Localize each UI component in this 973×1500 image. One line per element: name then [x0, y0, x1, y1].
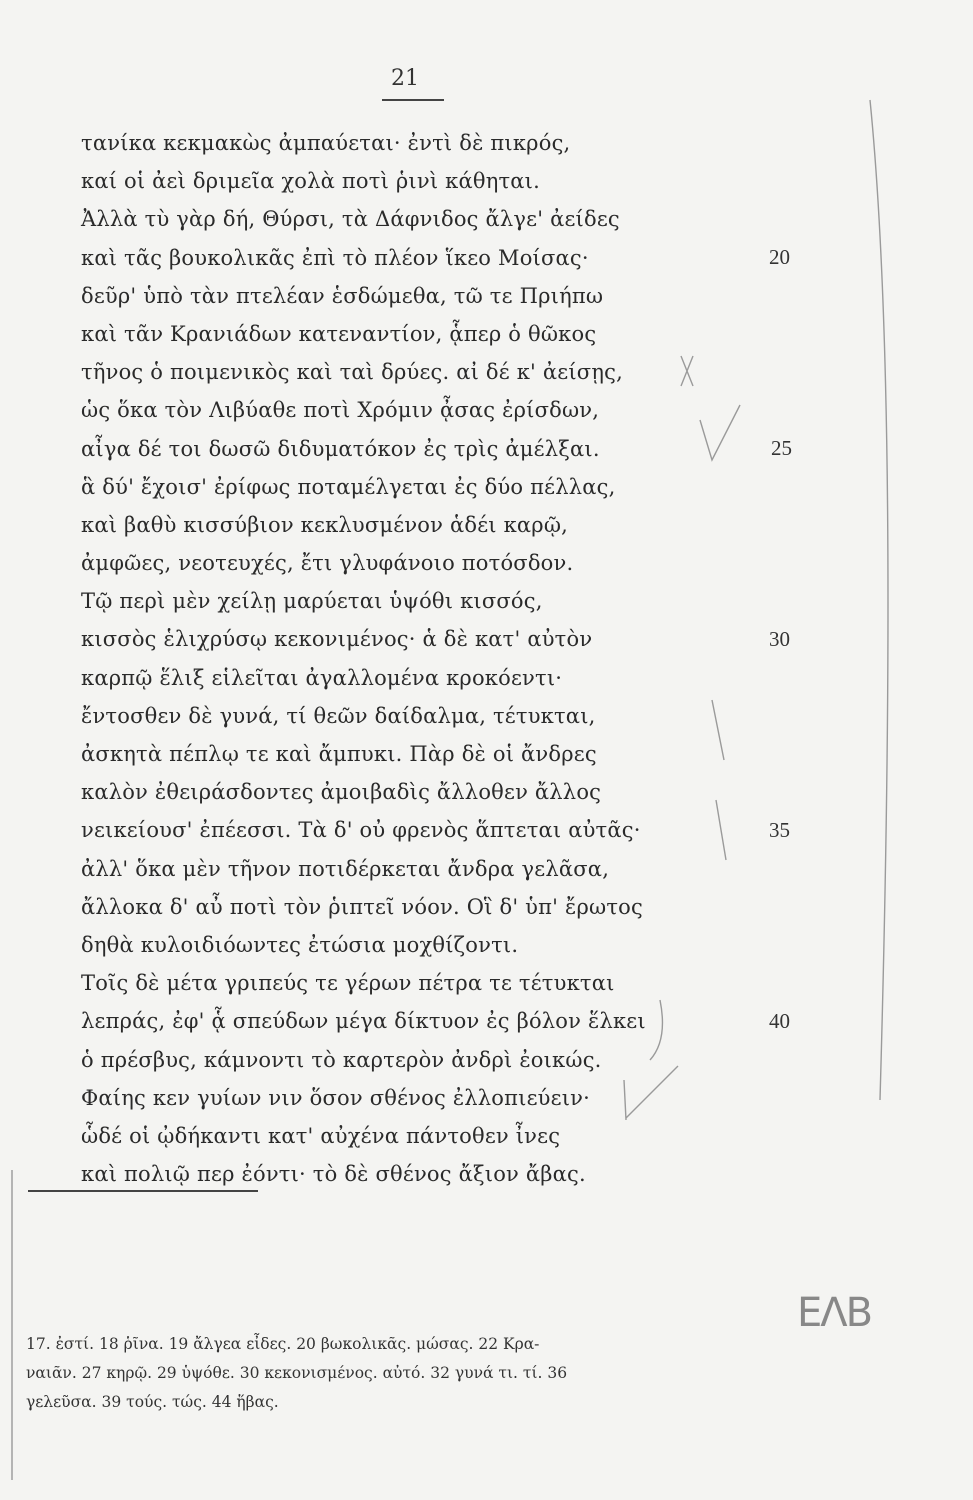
- line-number: 30: [769, 626, 790, 651]
- verse-line: καὶ τᾶν Κρανιάδων κατεναντίον, ᾇπερ ὁ θῶκος: [81, 321, 597, 346]
- verse-line: καί οἱ ἀεὶ δριμεῖα χολὰ ποτὶ ῥινὶ κάθηται.: [81, 169, 540, 194]
- library-stamp: ΕΛΒ: [797, 1290, 872, 1336]
- line-number: 40: [769, 1008, 790, 1033]
- verse-line: ὡς ὅκα τὸν Λιβύαθε ποτὶ Χρόμιν ᾆσας ἐρίσδων,: [81, 398, 600, 423]
- line-number: 20: [769, 244, 790, 269]
- verse-line: Τοῖς δὲ μέτα γριπεύς τε γέρων πέτρα τε τέτυκται: [81, 971, 615, 996]
- verse-line: Τῷ περὶ μὲν χείλῃ μαρύεται ὑψόθι κισσός,: [81, 589, 543, 614]
- verse-line: καρπῷ ἕλιξ εἱλεῖται ἀγαλλομένα κροκόεντι·: [81, 665, 563, 690]
- verse-line: λεπράς, ἐφ' ᾇ σπεύδων μέγα δίκτυον ἐς βόλον ἕλκει: [81, 1009, 646, 1034]
- verse-line: ἄλλοκα δ' αὖ ποτὶ τὸν ῥιπτεῖ νόον. Οἳ δ' ὑπ' ἔρωτος: [81, 894, 643, 919]
- footnote-line: ναιᾶν. 27 κηρῷ. 29 ὑψόθε. 30 κεκονισμένος. αὐτό. 32 γυνά τι. τί. 36: [26, 1364, 568, 1382]
- verse-line: ὁ πρέσβυς, κάμνοντι τὸ καρτερὸν ἀνδρὶ ἐοικώς.: [81, 1047, 602, 1072]
- page-number-rule: [382, 99, 444, 101]
- verse-line: καὶ βαθὺ κισσύβιον κεκλυσμένον ἁδέι καρῷ,: [81, 512, 569, 537]
- verse-line: Ἀλλὰ τὺ γὰρ δή, Θύρσι, τὰ Δάφνιδος ἄλγε' ἀείδες: [81, 207, 620, 232]
- verse-line: ἀλλ' ὅκα μὲν τῆνον ποτιδέρκεται ἄνδρα γελᾶσα,: [81, 856, 610, 881]
- verse-line: ἀμφῶες, νεοτευχές, ἔτι γλυφάνοιο ποτόσδον.: [81, 551, 574, 576]
- verse-block: [81, 124, 721, 1193]
- footnotes: [26, 1330, 796, 1417]
- pencil-margin-arc: [870, 100, 888, 1100]
- verse-line: ἃ δύ' ἔχοισ' ἐρίφως ποταμέλγεται ἐς δύο πέλλας,: [81, 474, 616, 499]
- footnote-line: 17. ἐστί. 18 ῥῖνα. 19 ἄλγεα εἶδες. 20 βωκολικᾶς. μώσας. 22 Κρα-: [26, 1335, 540, 1353]
- page-number: 21: [391, 66, 419, 91]
- verse-line: Φαίης κεν γυίων νιν ὅσον σθένος ἐλλοπιεύειν·: [81, 1085, 590, 1110]
- verse-line: ὧδέ οἱ ᾠδήκαντι κατ' αὐχένα πάντοθεν ἶνες: [81, 1123, 561, 1148]
- verse-line: καὶ τᾶς βουκολικᾶς ἐπὶ τὸ πλέον ἵκεο Μοίσας·: [81, 245, 589, 270]
- footnote-line: γελεῦσα. 39 τούς. τώς. 44 ἥβας.: [26, 1393, 279, 1411]
- verse-line: νεικείουσ' ἐπέεσσι. Τὰ δ' οὐ φρενὸς ἅπτεται αὐτᾶς·: [81, 818, 641, 843]
- verse-line: καὶ πολιῷ περ ἐόντι· τὸ δὲ σθένος ἄξιον ἄβας.: [81, 1162, 586, 1187]
- verse-line: ἔντοσθεν δὲ γυνά, τί θεῶν δαίδαλμα, τέτυκται,: [81, 703, 596, 728]
- verse-line: κισσὸς ἑλιχρύσῳ κεκονιμένος· ἁ δὲ κατ' αὐτὸν: [81, 627, 593, 652]
- verse-line: αἶγα δέ τοι δωσῶ διδυματόκον ἐς τρὶς ἀμέλξαι.: [81, 436, 600, 461]
- line-number: 35: [769, 817, 790, 842]
- verse-line: τῆνος ὁ ποιμενικὸς καὶ ταὶ δρύες. αἰ δέ κ' ἀείσῃς,: [81, 360, 623, 385]
- verse-line: καλὸν ἐθειράσδοντες ἀμοιβαδὶς ἄλλοθεν ἄλλος: [81, 780, 602, 805]
- verse-line: ἀσκητὰ πέπλῳ τε καὶ ἄμπυκι. Πὰρ δὲ οἱ ἄνδρες: [81, 742, 597, 766]
- verse-line: τανίκα κεκμακὼς ἀμπαύεται· ἐντὶ δὲ πικρός,: [81, 131, 571, 155]
- verse-line: δηθὰ κυλοιδιόωντες ἐτώσια μοχθίζοντι.: [81, 932, 519, 957]
- line-number: 25: [771, 435, 792, 460]
- footnote-divider: [28, 1190, 258, 1192]
- verse-line: δεῦρ' ὑπὸ τὰν πτελέαν ἑσδώμεθα, τῶ τε Πριήπω: [81, 283, 604, 308]
